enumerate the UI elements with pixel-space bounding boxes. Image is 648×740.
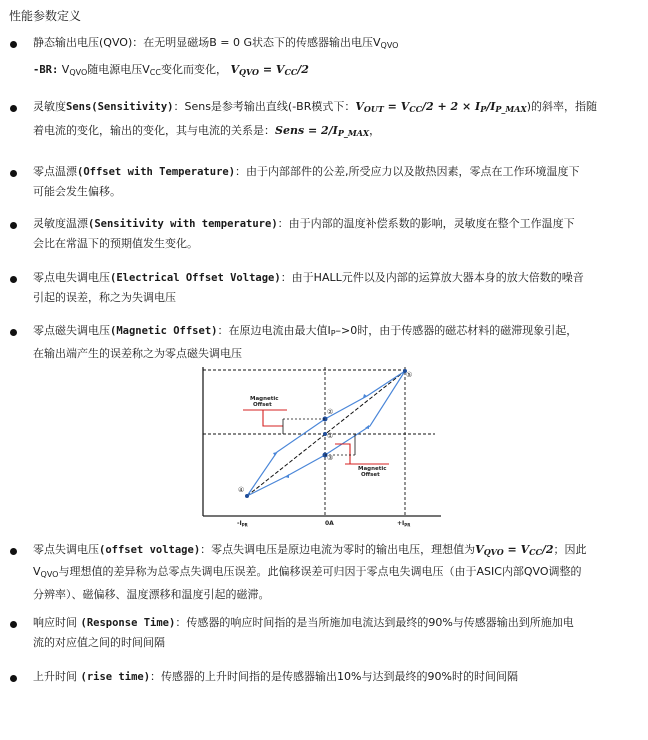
x-pos-sub: PR xyxy=(404,522,411,528)
eo-desc1: ：由于HALL元件以及内部的运算放大器本身的放大倍数的噪音 xyxy=(280,271,584,284)
qvo-line2 xyxy=(33,60,627,83)
sf-mid: = V xyxy=(383,100,410,113)
bullet-dot xyxy=(10,222,17,229)
sens-formula2 xyxy=(275,124,369,137)
f-sub2: CC xyxy=(284,67,298,77)
arrow-marker xyxy=(273,452,277,456)
bullet-dot xyxy=(10,276,17,283)
sf-sub4: P_MAX xyxy=(495,104,527,114)
point-marker xyxy=(245,494,249,498)
x-label-neg xyxy=(237,520,248,528)
mo-desc1b: –>0时，由于传感器的磁芯材料的磁滞现象引起， xyxy=(335,324,578,337)
qvo-formula xyxy=(230,63,308,76)
br-mid: 随电源电压V xyxy=(87,63,150,76)
ov-desc1-end: ；因此 xyxy=(553,543,587,556)
pt1-label: ① xyxy=(327,432,334,440)
sens-term: Sens(Sensitivity) xyxy=(66,101,174,113)
br-v-sub: QVO xyxy=(69,68,88,77)
eo-term: (Electrical Offset Voltage) xyxy=(110,272,281,284)
ot-line1 xyxy=(33,162,627,182)
bullet-dot xyxy=(10,675,17,682)
rt-desc2: 流的对应值之间的时间间隔 xyxy=(33,636,165,649)
item-qvo xyxy=(33,33,627,83)
st-term: (Sensitivity with temperature) xyxy=(88,218,278,230)
rt-term: (Response Time) xyxy=(80,617,176,629)
f-end: /2 xyxy=(297,63,309,76)
ovf-mid: = V xyxy=(503,543,530,556)
mo-term: (Magnetic Offset) xyxy=(110,325,218,337)
qvo-desc: ：在无明显磁场B = 0 G状态下的传感器输出电压V xyxy=(132,36,381,49)
bullet-dot xyxy=(10,41,17,48)
ovf-sub2: CC xyxy=(529,547,542,557)
sf-mid3: /I xyxy=(486,100,496,113)
ot-desc1: ：由于内部部件的公差,所受应力以及散热因素，零点在工作环境温度下 xyxy=(235,165,580,178)
pt4-label: ④ xyxy=(238,486,245,494)
rt-desc1: ：传感器的响应时间指的是当所施加电流达到最终的90%与传感器输出到所施加电 xyxy=(175,616,574,629)
rt-prefix: 响应时间 xyxy=(33,616,81,629)
page-title: 性能参数定义 xyxy=(9,9,82,23)
sf-mid2: /2 + 2 × I xyxy=(421,100,481,113)
eo-prefix: 零点电失调电压 xyxy=(33,271,110,284)
mo-desc2: 在输出端产生的误差称之为零点磁失调电压 xyxy=(33,347,242,360)
ot-term: (Offset with Temperature) xyxy=(77,166,236,178)
x-pos-main: +I xyxy=(397,520,405,527)
eo-desc2: 引起的误差，称之为失调电压 xyxy=(33,291,176,304)
item-sens-temp xyxy=(33,214,627,254)
mo-prefix: 零点磁失调电压 xyxy=(33,324,110,337)
ov-l2-text: 与理想值的差异称为总零点失调电压误差。此偏移误差可归因于零点电失调电压（由于ASIC内部QVO调整的 xyxy=(58,565,582,578)
ri-term: (rise time) xyxy=(80,671,151,683)
ov-prefix: 零点失调电压 xyxy=(33,543,99,556)
ot-desc2: 可能会发生偏移。 xyxy=(33,185,121,198)
item-offset-voltage xyxy=(33,540,627,605)
f-eq: = V xyxy=(259,63,285,76)
sens-formula1 xyxy=(355,100,526,113)
br-v: V xyxy=(58,63,70,76)
sf2-end: ， xyxy=(369,124,381,137)
item-mag-offset xyxy=(33,321,627,364)
sf-sub2: CC xyxy=(409,104,422,114)
ot-prefix: 零点温漂 xyxy=(33,165,77,178)
ov-desc1: ：零点失调电压是原边电流为零时的输出电压，理想值为 xyxy=(200,543,476,556)
bullet-dot xyxy=(10,329,17,336)
ov-line3: 分辨率）、磁偏移、温度漂移和温度引起的磁滞。 xyxy=(33,588,270,601)
bullet-dot xyxy=(10,621,17,628)
br-end: 变化而变化， xyxy=(160,63,227,76)
ov-line2 xyxy=(33,562,627,585)
item-elec-offset xyxy=(33,268,627,308)
rt-line1 xyxy=(33,613,627,633)
ov-l2-sub: QVO xyxy=(40,570,59,579)
item-response-time xyxy=(33,613,627,653)
sf-end: ) xyxy=(526,100,531,113)
mo-line1 xyxy=(33,321,627,344)
bullet-dot xyxy=(10,170,17,177)
ov-formula xyxy=(475,543,553,556)
f-v: V xyxy=(230,63,240,76)
sf-sub: OUT xyxy=(363,104,384,114)
arrow-marker xyxy=(285,474,289,478)
mag-offset-bottom-2: Offset xyxy=(361,472,380,478)
br-cc-sub: CC xyxy=(149,68,161,77)
ri-desc1: ：传感器的上升时间指的是传感器输出10%与达到最终的90%时的时间间隔 xyxy=(150,670,518,683)
qvo-line1 xyxy=(33,33,627,56)
x-neg-sub: PR xyxy=(241,522,248,528)
st-line1 xyxy=(33,214,627,234)
qvo-term: 静态输出电压(QVO) xyxy=(33,36,133,49)
mo-sub: P xyxy=(330,329,336,338)
item-sens xyxy=(33,97,627,143)
hysteresis-diagram xyxy=(195,364,443,530)
bullet-dot xyxy=(10,548,17,555)
mo-desc1a: ：在原边电流由最大值I xyxy=(217,324,331,337)
mag-offset-bottom-1: Magnetic xyxy=(358,466,387,472)
sf2-v: Sens = 2/I xyxy=(275,124,338,137)
ri-line1 xyxy=(33,667,627,687)
mag-offset-top-2: Offset xyxy=(253,402,272,408)
br-label: -BR: xyxy=(33,64,59,76)
pt2-label: ② xyxy=(327,408,334,416)
pt5-label: ⑤ xyxy=(406,371,413,379)
qvo-sub: QVO xyxy=(380,41,399,50)
st-prefix: 灵敏度温漂 xyxy=(33,217,88,230)
ovf-v: V xyxy=(475,543,484,556)
sf-v: V xyxy=(355,100,364,113)
offset-leader-top xyxy=(263,410,283,426)
sens-desc1: ：Sens是参考输出直线(-BR模式下： xyxy=(173,100,356,113)
ovf-sub: QVO xyxy=(483,547,504,557)
f-sub: QVO xyxy=(239,67,260,77)
x-label-pos xyxy=(397,520,410,528)
ri-prefix: 上升时间 xyxy=(33,670,81,683)
mag-offset-top-1: Magnetic xyxy=(250,396,279,402)
bullet-dot xyxy=(10,105,17,112)
st-desc1: ：由于内部的温度补偿系数的影响，灵敏度在整个工作温度下 xyxy=(277,217,575,230)
sf2-sub: P_MAX xyxy=(337,128,370,138)
sens-desc2: 的斜率，指随 xyxy=(531,100,597,113)
ovf-end: /2 xyxy=(541,543,554,556)
ov-l2-v: V xyxy=(33,565,41,578)
sens-line1 xyxy=(33,97,627,119)
item-offset-temp xyxy=(33,162,627,202)
sens-prefix: 灵敏度 xyxy=(33,100,66,113)
x-neg-main: -I xyxy=(237,520,242,527)
item-rise-time xyxy=(33,667,627,687)
ov-term: (offset voltage) xyxy=(99,544,201,556)
sf-sub3: P xyxy=(480,104,487,114)
eo-line1 xyxy=(33,268,627,288)
pt3-label: ③ xyxy=(327,454,334,462)
x-label-zero: 0A xyxy=(325,520,334,527)
st-desc2: 会比在常温下的预期值发生变化。 xyxy=(33,237,198,250)
ov-line1 xyxy=(33,540,627,562)
sens-line2 xyxy=(33,121,627,143)
sens-line2-text: 着电流的变化，输出的变化，其与电流的关系是： xyxy=(33,124,275,137)
